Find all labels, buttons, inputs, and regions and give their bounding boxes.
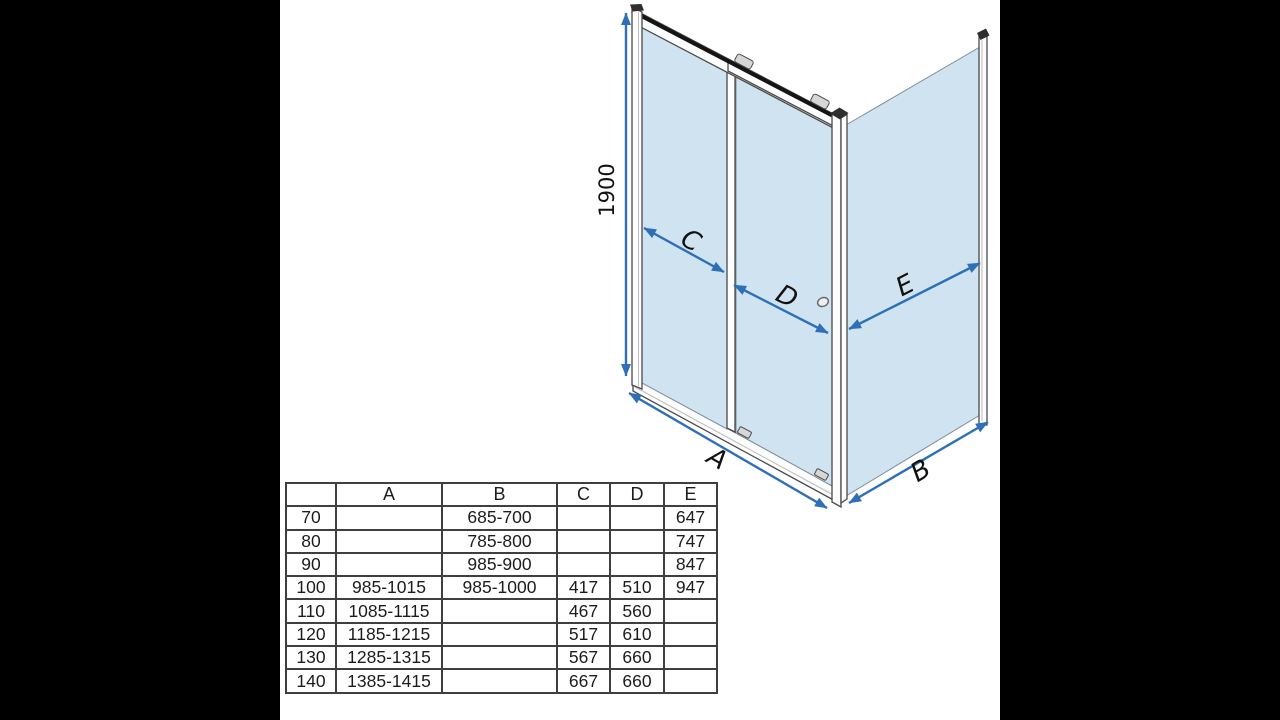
value-cell: 610 bbox=[610, 623, 664, 646]
value-cell: 517 bbox=[557, 623, 610, 646]
col-header-B: B bbox=[442, 483, 557, 506]
dim-label-E: E bbox=[891, 268, 920, 303]
value-cell bbox=[442, 646, 557, 669]
value-cell: 747 bbox=[664, 530, 717, 553]
value-cell bbox=[557, 530, 610, 553]
side-panel-glass bbox=[846, 47, 980, 496]
value-cell bbox=[664, 599, 717, 622]
value-cell bbox=[664, 623, 717, 646]
value-cell: 567 bbox=[557, 646, 610, 669]
row-header-cell: 90 bbox=[286, 553, 336, 576]
table-row bbox=[286, 506, 717, 529]
left-wall-profile bbox=[632, 7, 642, 389]
value-cell: 785-800 bbox=[442, 530, 557, 553]
mullion-profile bbox=[727, 72, 735, 432]
value-cell: 667 bbox=[557, 669, 610, 692]
value-cell bbox=[557, 506, 610, 529]
value-cell: 467 bbox=[557, 599, 610, 622]
left-profile-top-cap bbox=[630, 4, 644, 12]
col-header-C: C bbox=[557, 483, 610, 506]
value-cell: 1185-1215 bbox=[336, 623, 442, 646]
row-header-cell: 120 bbox=[286, 623, 336, 646]
col-header-A: A bbox=[336, 483, 442, 506]
table-row bbox=[286, 553, 717, 576]
value-cell bbox=[664, 646, 717, 669]
value-cell: 560 bbox=[610, 599, 664, 622]
row-header-cell: 140 bbox=[286, 669, 336, 692]
dim-label-A: A bbox=[701, 441, 733, 477]
dim-label-height: 1900 bbox=[595, 163, 619, 217]
table-row bbox=[286, 646, 717, 669]
dim-label-C: C bbox=[675, 223, 706, 259]
corner-post-front bbox=[832, 113, 841, 507]
value-cell: 1285-1315 bbox=[336, 646, 442, 669]
value-cell bbox=[336, 553, 442, 576]
value-cell: 985-900 bbox=[442, 553, 557, 576]
value-cell: 1085-1115 bbox=[336, 599, 442, 622]
value-cell: 947 bbox=[664, 576, 717, 599]
dimensions-table bbox=[285, 482, 718, 694]
table-row bbox=[286, 576, 717, 599]
value-cell: 847 bbox=[664, 553, 717, 576]
value-cell: 417 bbox=[557, 576, 610, 599]
row-header-cell: 70 bbox=[286, 506, 336, 529]
value-cell bbox=[442, 669, 557, 692]
value-cell bbox=[610, 530, 664, 553]
corner-post-side bbox=[841, 115, 847, 504]
dim-label-B: B bbox=[905, 453, 937, 489]
value-cell bbox=[664, 669, 717, 692]
table-row bbox=[286, 599, 717, 622]
row-header-cell: 130 bbox=[286, 646, 336, 669]
value-cell bbox=[610, 553, 664, 576]
value-cell bbox=[442, 623, 557, 646]
table-header-row bbox=[286, 483, 717, 506]
row-header-cell: 110 bbox=[286, 599, 336, 622]
dim-label-D: D bbox=[770, 278, 803, 315]
value-cell bbox=[336, 506, 442, 529]
value-cell: 647 bbox=[664, 506, 717, 529]
value-cell: 685-700 bbox=[442, 506, 557, 529]
side-panel-right-profile bbox=[979, 36, 987, 425]
table-row bbox=[286, 669, 717, 692]
col-header-D: D bbox=[610, 483, 664, 506]
value-cell: 985-1015 bbox=[336, 576, 442, 599]
table-row bbox=[286, 530, 717, 553]
row-header-cell: 80 bbox=[286, 530, 336, 553]
col-header-E: E bbox=[664, 483, 717, 506]
col-header-blank bbox=[286, 483, 336, 506]
value-cell: 985-1000 bbox=[442, 576, 557, 599]
value-cell: 660 bbox=[610, 646, 664, 669]
value-cell: 660 bbox=[610, 669, 664, 692]
table-row bbox=[286, 623, 717, 646]
content-panel bbox=[280, 0, 1000, 720]
row-header-cell: 100 bbox=[286, 576, 336, 599]
value-cell bbox=[557, 553, 610, 576]
value-cell bbox=[336, 530, 442, 553]
value-cell: 510 bbox=[610, 576, 664, 599]
value-cell bbox=[610, 506, 664, 529]
value-cell bbox=[442, 599, 557, 622]
fixed-panel-glass bbox=[642, 27, 727, 429]
value-cell: 1385-1415 bbox=[336, 669, 442, 692]
